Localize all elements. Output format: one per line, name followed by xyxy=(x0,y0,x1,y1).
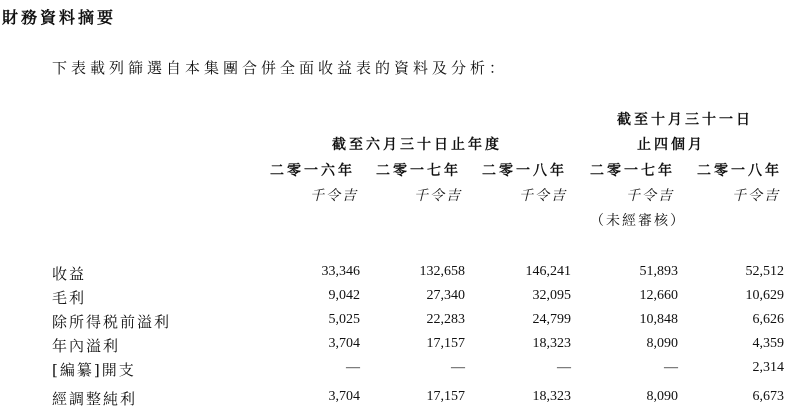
row-label: 毛利 xyxy=(52,289,87,307)
row-value: 3,704 xyxy=(328,336,360,351)
row-value: — xyxy=(664,360,678,375)
row-value: 4,359 xyxy=(752,336,784,351)
row-value: 9,042 xyxy=(328,288,360,303)
row-value: 10,848 xyxy=(639,312,678,327)
row-label: 經調整純利 xyxy=(52,390,138,408)
col-header-2016: 二零一六年 xyxy=(270,163,355,179)
row-value: — xyxy=(346,360,360,375)
section-title: 財務資料摘要 xyxy=(2,8,117,27)
row-value: 6,626 xyxy=(752,312,784,327)
unit-label-col4: 千令吉 xyxy=(626,188,674,204)
row-value: 10,629 xyxy=(745,288,784,303)
unit-label-col5: 千令吉 xyxy=(732,188,780,204)
col-header-2017-4m: 二零一七年 xyxy=(590,163,675,179)
row-value: 3,704 xyxy=(328,389,360,404)
row-value: 32,095 xyxy=(532,288,571,303)
row-label: 年內溢利 xyxy=(52,337,121,355)
row-value: 8,090 xyxy=(646,389,678,404)
row-value: 12,660 xyxy=(639,288,678,303)
row-label: 收益 xyxy=(52,265,87,283)
row-value: 33,346 xyxy=(321,264,360,279)
row-value: 52,512 xyxy=(745,264,784,279)
row-label: [編纂]開支 xyxy=(52,361,136,379)
row-value: 6,673 xyxy=(752,389,784,404)
unit-label-col2: 千令吉 xyxy=(414,188,462,204)
col-header-2018-4m: 二零一八年 xyxy=(697,163,782,179)
row-label: 除所得税前溢利 xyxy=(52,313,172,331)
row-value: 17,157 xyxy=(426,389,465,404)
header-year-group: 截至六月三十日止年度 xyxy=(332,137,502,153)
unit-label-col1: 千令吉 xyxy=(310,188,358,204)
header-period-group-line2: 止四個月 xyxy=(637,137,705,153)
row-value: 27,340 xyxy=(426,288,465,303)
header-period-group-line1: 截至十月三十一日 xyxy=(617,112,753,128)
row-value: 51,893 xyxy=(639,264,678,279)
row-value: 8,090 xyxy=(646,336,678,351)
col-header-2017: 二零一七年 xyxy=(376,163,461,179)
row-value: 22,283 xyxy=(426,312,465,327)
col-header-2018: 二零一八年 xyxy=(482,163,567,179)
row-value: — xyxy=(451,360,465,375)
row-value: 17,157 xyxy=(426,336,465,351)
unaudited-note: （未經審核） xyxy=(590,213,686,229)
unit-label-col3: 千令吉 xyxy=(519,188,567,204)
row-value: 2,314 xyxy=(752,360,784,375)
row-value: — xyxy=(557,360,571,375)
row-value: 18,323 xyxy=(532,389,571,404)
intro-text: 下表載列篩選自本集團合併全面收益表的資料及分析： xyxy=(52,59,509,77)
row-value: 18,323 xyxy=(532,336,571,351)
row-value: 24,799 xyxy=(532,312,571,327)
row-value: 132,658 xyxy=(419,264,465,279)
row-value: 5,025 xyxy=(328,312,360,327)
row-value: 146,241 xyxy=(525,264,571,279)
